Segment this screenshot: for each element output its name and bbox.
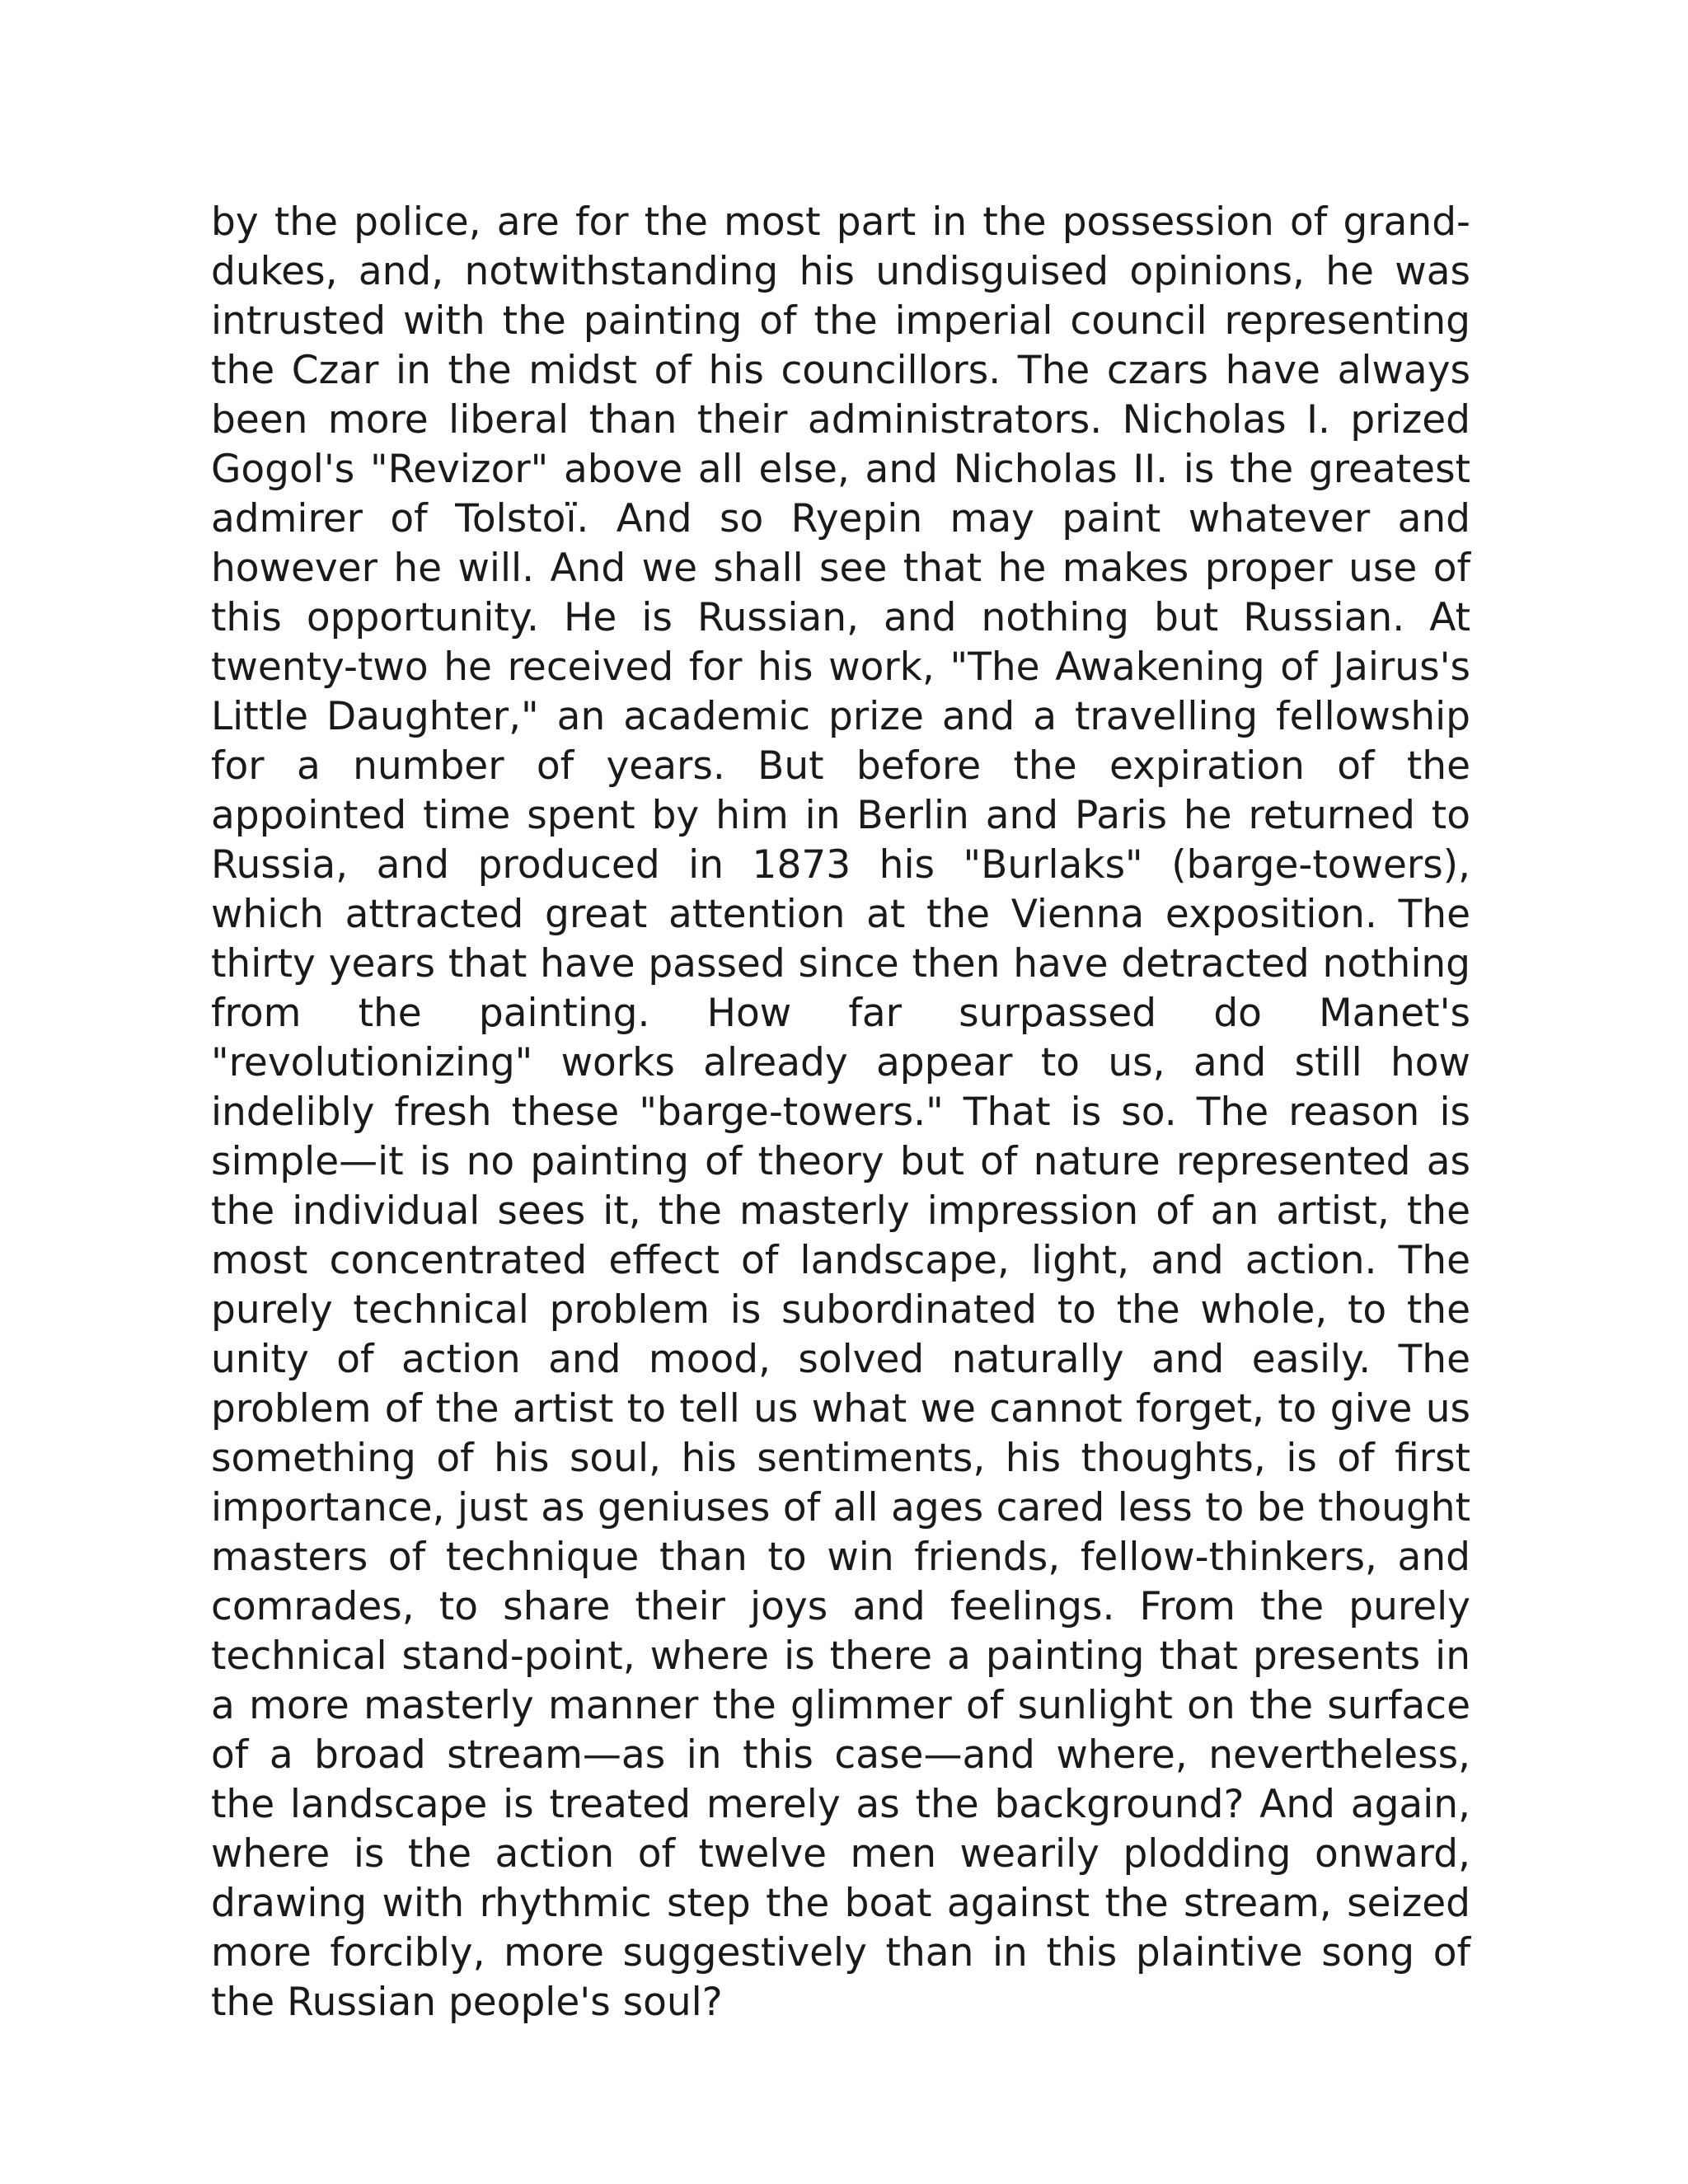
body-paragraph: by the police, are for the most part in the possession of grand-dukes, and, notwithstanding his undisguised opinions, he was intrusted with the painting of the imperial council representing the Czar in the midst of his councillors. The czars have always been more liberal than their administrators. Nicholas I. prized Gogol's "Revizor" above all else, and Nicholas II. is the greatest admirer of Tolstoï. And so Ryepin may paint whatever and however he will. And we shall see that he makes proper use of this opportunity. He is Russian, and nothing but Russian. At twenty-two he received for his work, "The Awakening of Jairus's Little Daughter," an academic prize and a travelling fellowship for a number of years. But before the expiration of the appointed time spent by him in Berlin and Paris he returned to Russia, and produced in 1873 his "Burlaks" (barge-towers), which attracted great attention at the Vienna exposition. The thirty years that have passed since then have detracted nothing from the painting. How far surpassed do Manet's "revolutionizing" works already appear to us, and still how indelibly fresh these "barge-towers." That is so. The reason is simple—it is no painting of theory but of nature represented as the individual sees it, the masterly impression of an artist, the most concentrated effect of landscape, light, and action. The purely technical problem is subordinated to the whole, to the unity of action and mood, solved naturally and easily. The problem of the artist to tell us what we cannot forget, to give us something of his soul, his sentiments, his thoughts, is of first importance, just as geniuses of all ages cared less to be thought masters of technique than to win friends, fellow-thinkers, and comrades, to share their joys and feelings. From the purely technical stand-point, where is there a painting that presents in a more masterly manner the glimmer of sunlight on the surface of a broad stream—as in this case—and where, nevertheless, the landscape is treated merely as the background? And again, where is the action of twelve men wearily plodding onward, drawing with rhythmic step the boat against the stream, seized more forcibly, more suggestively than in this plaintive song of the Russian people's soul? <box>211 199 1470 2025</box>
